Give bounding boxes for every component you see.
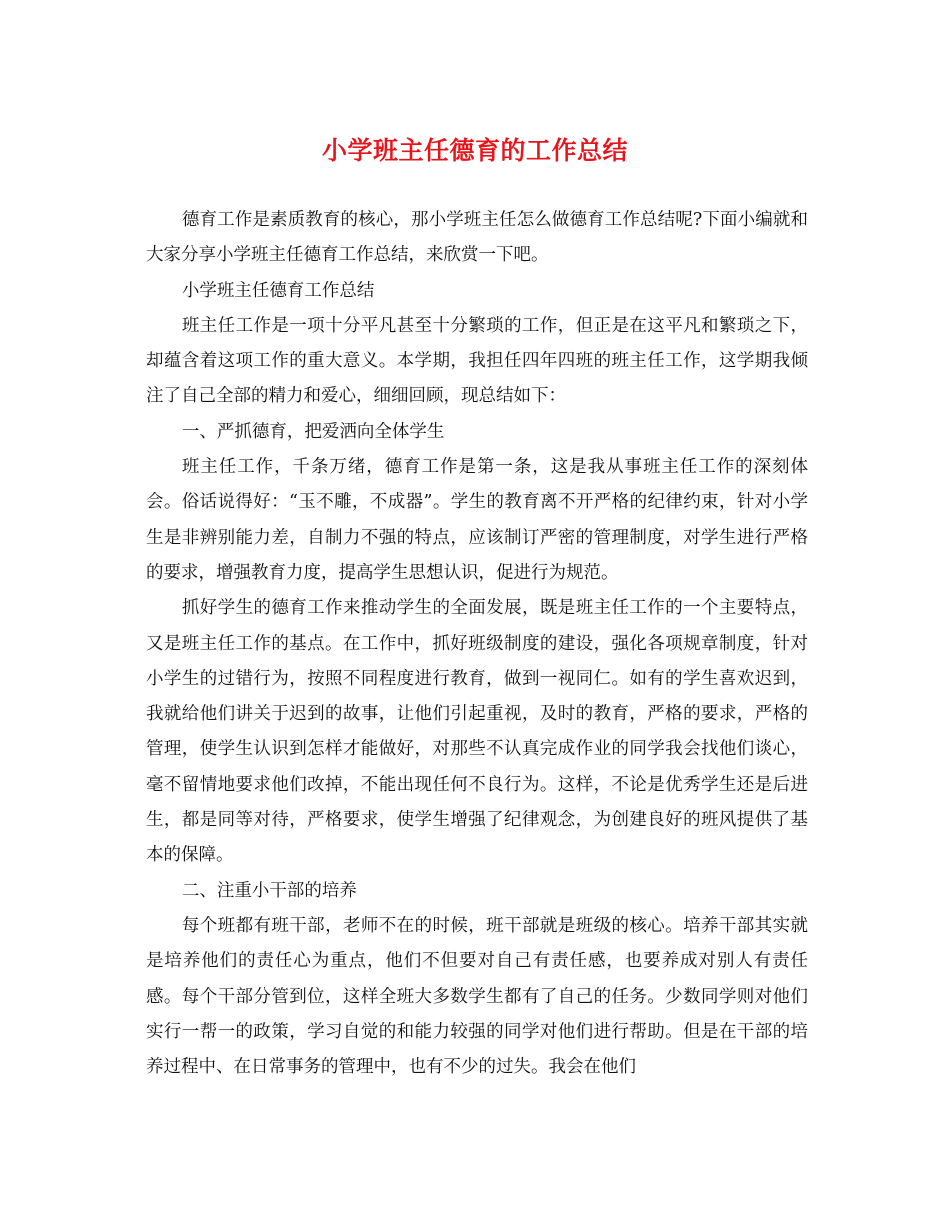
document-title: 小学班主任德育的工作总结: [321, 136, 628, 165]
body-paragraph: 抓好学生的德育工作来推动学生的全面发展，既是班主任工作的一个主要特点，又是班主任工作的基点。在工作中，抓好班级制度的建设，强化各项规章制度，针对小学生的过错行为，按照不同程度进行教育，做到一视同仁。如有的学生喜欢迟到，我就给他们讲关于迟到的故事，让他们引起重视，及时的教育，严格的要求，严格的管理，使学生认识到怎样才能做好，对那些不认真完成作业的同学我会找他们谈心，毫不留情地要求他们改掉，不能出现任何不良行为。这样，不论是优秀学生还是后进生，都是同等对待，严格要求，使学生增强了纪律观念，为创建良好的班风提供了基本的保障。: [146, 598, 808, 866]
section-heading-1: 一、严抓德育，把爱洒向全体学生: [181, 421, 445, 442]
body-paragraph: 班主任工作，千条万绪，德育工作是第一条，这是我从事班主任工作的深刻体会。俗话说得好：“玉不雕，不成器”。学生的教育离不开严格的纪律约束，针对小学生是非辨别能力差，自制力不强的特点，应该制订严密的管理制度，对学生进行严格的要求，增强教育力度，提高学生思想认识，促进行为规范。: [146, 457, 808, 583]
section-heading-2: 二、注重小干部的培养: [181, 880, 357, 901]
body-paragraph: 班主任工作是一项十分平凡甚至十分繁琐的工作，但正是在这平凡和繁琐之下，却蕴含着这项工作的重大意义。本学期，我担任四年四班的班主任工作，这学期我倾注了自己全部的精力和爱心，细细回顾，现总结如下：: [146, 315, 808, 407]
document-body: [146, 203, 808, 1085]
subtitle-paragraph: 小学班主任德育工作总结: [181, 280, 375, 301]
body-paragraph: 每个班都有班干部，老师不在的时候，班干部就是班级的核心。培养干部其实就是培养他们的责任心为重点，他们不但要对自己有责任感，也要养成对别人有责任感。每个干部分管到位，这样全班大多数学生都有了自己的任务。少数同学则对他们实行一帮一的政策，学习自觉的和能力较强的同学对他们进行帮助。但是在干部的培养过程中、在日常事务的管理中，也有不少的过失。我会在他们: [146, 915, 808, 1078]
intro-paragraph: 德育工作是素质教育的核心，那小学班主任怎么做德育工作总结呢?下面小编就和大家分享小学班主任德育工作总结，来欣赏一下吧。: [146, 210, 808, 266]
